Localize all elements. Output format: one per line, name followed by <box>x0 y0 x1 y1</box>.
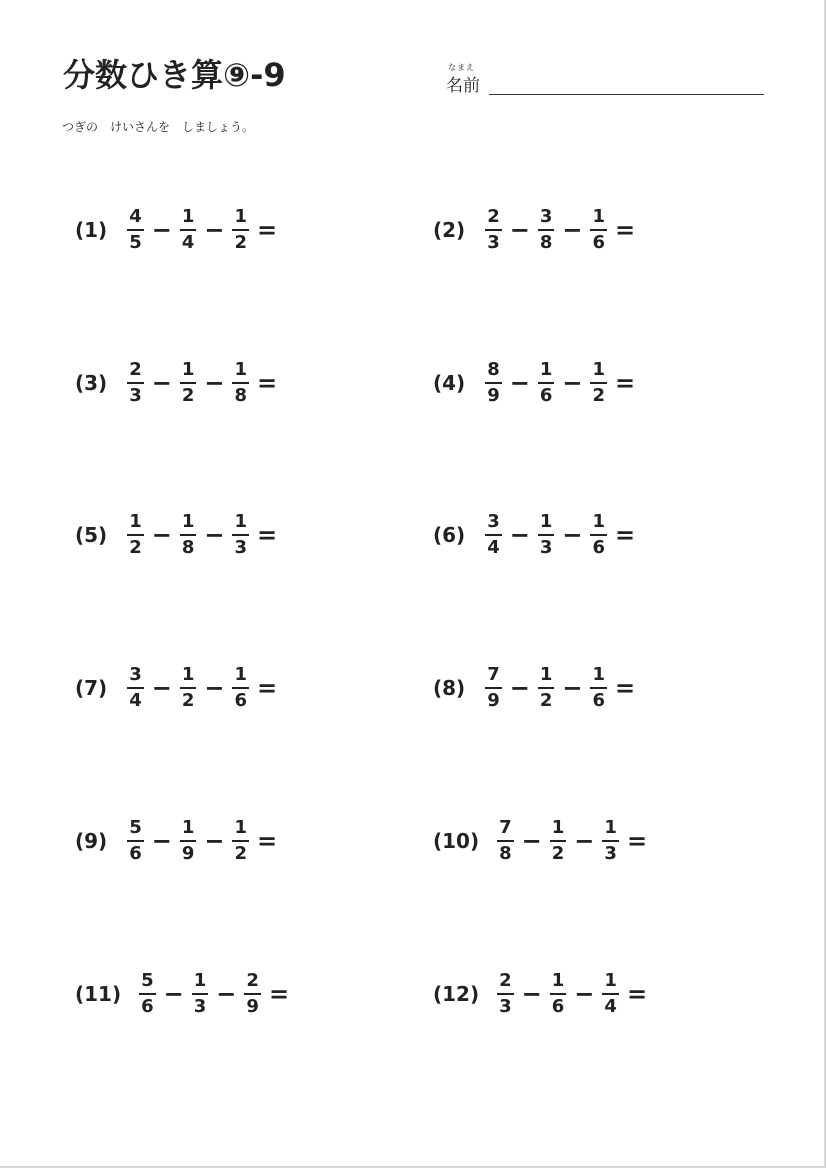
minus-sign: − <box>521 827 542 855</box>
equals-sign: = <box>257 369 278 397</box>
numerator: 1 <box>550 819 567 842</box>
equals-sign: = <box>257 521 278 549</box>
minus-sign: − <box>204 369 225 397</box>
minus-sign: − <box>151 369 172 397</box>
fraction <box>192 972 209 1016</box>
fraction <box>232 819 249 863</box>
numerator: 1 <box>180 666 197 689</box>
problem-number: (1) <box>75 218 108 242</box>
problem-5 <box>75 510 277 560</box>
denominator: 6 <box>129 843 142 864</box>
numerator: 5 <box>127 819 144 842</box>
numerator: 3 <box>485 513 502 536</box>
denominator: 4 <box>129 690 142 711</box>
minus-sign: − <box>204 216 225 244</box>
problem-number: (2) <box>433 218 466 242</box>
fraction <box>180 361 197 405</box>
problem-11 <box>75 969 289 1019</box>
problem-4 <box>433 358 635 408</box>
numerator: 1 <box>550 972 567 995</box>
minus-sign: − <box>151 521 172 549</box>
equals-sign: = <box>257 827 278 855</box>
problem-number: (9) <box>75 829 108 853</box>
minus-sign: − <box>509 216 530 244</box>
numerator: 1 <box>602 819 619 842</box>
problem-number: (4) <box>433 371 466 395</box>
denominator: 2 <box>539 690 553 711</box>
denominator: 8 <box>181 537 195 558</box>
numerator: 1 <box>180 513 197 536</box>
minus-sign: − <box>562 369 583 397</box>
numerator: 3 <box>538 208 555 231</box>
denominator: 4 <box>181 232 195 253</box>
minus-sign: − <box>204 521 225 549</box>
denominator: 6 <box>141 996 154 1017</box>
worksheet-title: 分数ひき算⑨-9 <box>63 56 286 94</box>
problem-9 <box>75 816 277 866</box>
denominator: 3 <box>193 996 207 1017</box>
fraction <box>590 361 607 405</box>
numerator: 7 <box>497 819 514 842</box>
denominator: 2 <box>181 690 195 711</box>
numerator: 1 <box>180 208 197 231</box>
numerator: 2 <box>244 972 261 995</box>
minus-sign: − <box>509 369 530 397</box>
denominator: 2 <box>551 843 565 864</box>
problem-6 <box>433 510 635 560</box>
problem-number: (5) <box>75 523 108 547</box>
denominator: 8 <box>234 385 248 406</box>
numerator: 1 <box>180 361 197 384</box>
numerator: 1 <box>590 361 607 384</box>
denominator: 6 <box>592 690 606 711</box>
numerator: 1 <box>180 819 197 842</box>
fraction <box>602 972 619 1016</box>
numerator: 1 <box>538 361 555 384</box>
fraction <box>550 819 567 863</box>
fraction <box>244 972 261 1016</box>
denominator: 3 <box>499 996 512 1017</box>
minus-sign: − <box>509 674 530 702</box>
minus-sign: − <box>521 980 542 1008</box>
minus-sign: − <box>151 216 172 244</box>
minus-sign: − <box>216 980 237 1008</box>
fraction <box>538 208 555 252</box>
numerator: 8 <box>485 361 502 384</box>
equals-sign: = <box>257 216 278 244</box>
denominator: 3 <box>234 537 248 558</box>
equals-sign: = <box>626 827 648 855</box>
numerator: 1 <box>602 972 619 995</box>
denominator: 2 <box>234 843 248 864</box>
minus-sign: − <box>509 521 530 549</box>
fraction <box>232 666 249 710</box>
equals-sign: = <box>615 216 636 244</box>
problem-number: (8) <box>433 676 466 700</box>
denominator: 6 <box>234 690 248 711</box>
numerator: 2 <box>497 972 514 995</box>
problem-8 <box>433 663 635 713</box>
equals-sign: = <box>615 521 636 549</box>
problem-number: (7) <box>75 676 108 700</box>
problem-number: (10) <box>433 829 480 853</box>
numerator: 1 <box>590 208 607 231</box>
equals-sign: = <box>615 674 636 702</box>
fraction <box>232 513 249 557</box>
fraction <box>127 666 144 710</box>
equals-sign: = <box>626 980 648 1008</box>
problem-2 <box>433 205 635 255</box>
fraction <box>180 819 197 863</box>
fraction <box>485 513 502 557</box>
fraction <box>127 208 144 252</box>
minus-sign: − <box>151 827 172 855</box>
fraction <box>139 972 156 1016</box>
problem-number: (6) <box>433 523 466 547</box>
denominator: 8 <box>499 843 512 864</box>
numerator: 5 <box>139 972 156 995</box>
fraction <box>550 972 567 1016</box>
problem-number: (3) <box>75 371 108 395</box>
denominator: 6 <box>551 996 565 1017</box>
denominator: 9 <box>246 996 259 1017</box>
fraction <box>127 361 144 405</box>
numerator: 1 <box>590 513 607 536</box>
minus-sign: − <box>204 827 225 855</box>
problem-1 <box>75 205 277 255</box>
denominator: 2 <box>234 232 248 253</box>
fraction <box>538 513 555 557</box>
fraction <box>232 361 249 405</box>
fraction <box>590 666 607 710</box>
fraction <box>127 513 144 557</box>
problem-number: (11) <box>75 982 122 1006</box>
fraction <box>602 819 619 863</box>
numerator: 1 <box>232 361 249 384</box>
fraction <box>180 666 197 710</box>
numerator: 1 <box>232 666 249 689</box>
denominator: 3 <box>539 537 553 558</box>
name-write-line[interactable] <box>489 94 764 95</box>
numerator: 1 <box>232 513 249 536</box>
denominator: 4 <box>487 537 500 558</box>
numerator: 4 <box>127 208 144 231</box>
denominator: 3 <box>129 385 142 406</box>
fraction <box>485 208 502 252</box>
denominator: 2 <box>592 385 606 406</box>
name-label: 名前 <box>446 76 480 96</box>
numerator: 2 <box>485 208 502 231</box>
numerator: 2 <box>127 361 144 384</box>
fraction <box>497 972 514 1016</box>
denominator: 5 <box>129 232 142 253</box>
minus-sign: − <box>151 674 172 702</box>
fraction <box>538 361 555 405</box>
fraction <box>538 666 555 710</box>
denominator: 6 <box>592 537 606 558</box>
instruction-text: つぎの けいさんを しましょう。 <box>62 120 255 134</box>
denominator: 8 <box>539 232 553 253</box>
denominator: 2 <box>129 537 142 558</box>
numerator: 1 <box>590 666 607 689</box>
minus-sign: − <box>163 980 184 1008</box>
numerator: 1 <box>538 513 555 536</box>
denominator: 3 <box>487 232 500 253</box>
numerator: 3 <box>127 666 144 689</box>
fraction <box>590 208 607 252</box>
numerator: 1 <box>232 208 249 231</box>
numerator: 1 <box>127 513 144 536</box>
fraction <box>180 208 197 252</box>
denominator: 9 <box>487 690 500 711</box>
fraction <box>180 513 197 557</box>
minus-sign: − <box>574 827 595 855</box>
fraction <box>485 361 502 405</box>
equals-sign: = <box>257 674 278 702</box>
minus-sign: − <box>562 521 583 549</box>
fraction <box>127 819 144 863</box>
fraction <box>590 513 607 557</box>
equals-sign: = <box>615 369 636 397</box>
numerator: 1 <box>232 819 249 842</box>
problem-number: (12) <box>433 982 480 1006</box>
fraction <box>232 208 249 252</box>
equals-sign: = <box>268 980 290 1008</box>
numerator: 1 <box>538 666 555 689</box>
denominator: 6 <box>539 385 553 406</box>
minus-sign: − <box>574 980 595 1008</box>
denominator: 6 <box>592 232 606 253</box>
denominator: 9 <box>181 843 195 864</box>
denominator: 9 <box>487 385 500 406</box>
fraction <box>497 819 514 863</box>
minus-sign: − <box>562 216 583 244</box>
name-ruby: なまえ <box>448 63 475 72</box>
fraction <box>485 666 502 710</box>
problem-10 <box>433 816 647 866</box>
problem-12 <box>433 969 647 1019</box>
denominator: 2 <box>181 385 195 406</box>
numerator: 7 <box>485 666 502 689</box>
denominator: 4 <box>604 996 617 1017</box>
denominator: 3 <box>604 843 617 864</box>
problem-3 <box>75 358 277 408</box>
minus-sign: − <box>204 674 225 702</box>
problem-7 <box>75 663 277 713</box>
minus-sign: − <box>562 674 583 702</box>
numerator: 1 <box>192 972 209 995</box>
